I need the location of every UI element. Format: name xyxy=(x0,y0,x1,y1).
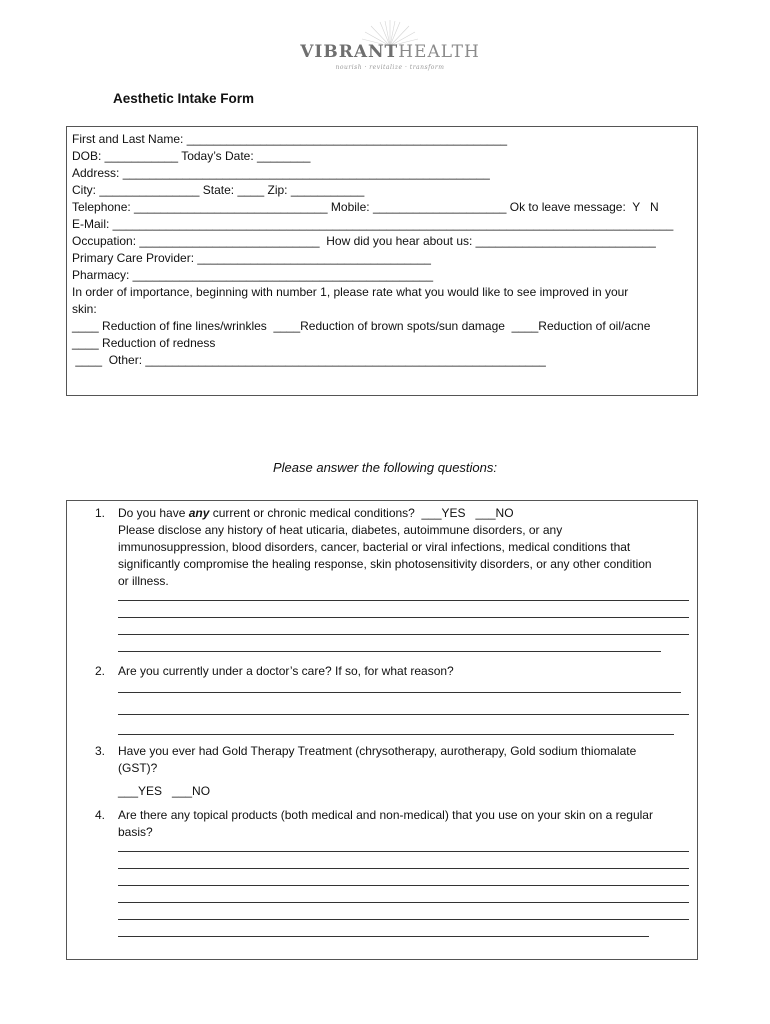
question-number: 2. xyxy=(95,664,106,678)
questions-section xyxy=(66,500,698,960)
rating-instructions-cont: skin: xyxy=(72,302,97,316)
question-number: 3. xyxy=(95,744,106,758)
question-1-detail: significantly compromise the healing response, skin photosensitivity disorders, or any other condition xyxy=(118,557,652,571)
answer-line[interactable] xyxy=(118,600,689,601)
question-2-text: Are you currently under a doctor’s care? If so, for what reason? xyxy=(118,664,454,678)
question-1-detail: or illness. xyxy=(118,574,169,588)
question-1-after[interactable]: current or chronic medical conditions? ___YES ___NO xyxy=(209,506,514,520)
telephone-field[interactable]: Telephone: _____________________________ Mobile: ____________________ Ok to leave message: Y N xyxy=(72,200,659,214)
rating-instructions: In order of importance, beginning with number 1, please rate what you would like to see improved in your xyxy=(72,285,629,299)
answer-line[interactable] xyxy=(118,919,689,920)
question-1-emphasis: any xyxy=(188,506,210,520)
brand-name-part2: HEALTH xyxy=(398,42,480,62)
dob-date-field[interactable]: DOB: ___________ Today’s Date: ________ xyxy=(72,149,311,163)
city-state-zip-field[interactable]: City: _______________ State: ____ Zip: ___________ xyxy=(72,183,365,197)
answer-line[interactable] xyxy=(118,634,689,635)
personal-info-section xyxy=(66,126,698,396)
pharmacy-field[interactable]: Pharmacy: _____________________________________________ xyxy=(72,268,434,282)
question-4-text-cont: basis? xyxy=(118,825,153,839)
answer-line[interactable] xyxy=(118,885,689,886)
brand-logo xyxy=(300,18,480,76)
question-3-text: Have you ever had Gold Therapy Treatment (chrysotherapy, aurotherapy, Gold sodium thiomalate xyxy=(118,744,637,758)
question-3-answer[interactable]: ___YES ___NO xyxy=(118,784,211,798)
question-number: 4. xyxy=(95,808,106,822)
brand-name xyxy=(300,42,480,62)
question-number: 1. xyxy=(95,506,106,520)
answer-line[interactable] xyxy=(118,734,674,735)
answer-line[interactable] xyxy=(118,851,689,852)
brand-tagline: nourish · revitalize · transform xyxy=(335,64,445,71)
question-4-text: Are there any topical products (both medical and non-medical) that you use on your skin on a regular xyxy=(118,808,653,822)
rating-option-redness[interactable]: ____ Reduction of redness xyxy=(72,336,216,350)
rating-options-row[interactable]: ____ Reduction of fine lines/wrinkles ____Reduction of brown spots/sun damage ____Reduction of oil/acne xyxy=(72,319,651,333)
brand-name-part1: VIBRANT xyxy=(300,42,399,62)
email-field[interactable]: E-Mail: ____________________________________________________________________________________ xyxy=(72,217,674,231)
occupation-field[interactable]: Occupation: ___________________________ How did you hear about us: ___________________________ xyxy=(72,234,656,248)
primary-care-field[interactable]: Primary Care Provider: ___________________________________ xyxy=(72,251,431,265)
form-title: Aesthetic Intake Form xyxy=(113,91,255,106)
question-1-text xyxy=(118,505,514,521)
rating-option-other[interactable]: ____ Other: ____________________________________________________________ xyxy=(72,353,546,367)
answer-line[interactable] xyxy=(118,714,689,715)
question-1-before: Do you have xyxy=(118,506,189,520)
answer-line[interactable] xyxy=(118,868,689,869)
answer-line[interactable] xyxy=(118,902,689,903)
question-1-detail: Please disclose any history of heat uticaria, diabetes, autoimmune disorders, or any xyxy=(118,523,563,537)
question-1-detail: immunosuppression, blood disorders, cancer, bacterial or viral infections, medical conditions that xyxy=(118,540,631,554)
answer-line[interactable] xyxy=(118,617,689,618)
answer-line[interactable] xyxy=(118,651,661,652)
address-field[interactable]: Address: _______________________________________________________ xyxy=(72,166,490,180)
questions-prompt: Please answer the following questions: xyxy=(272,460,498,475)
answer-line[interactable] xyxy=(118,936,649,937)
answer-line[interactable] xyxy=(118,692,681,693)
name-field[interactable]: First and Last Name: ________________________________________________ xyxy=(72,132,508,146)
question-3-text-cont: (GST)? xyxy=(118,761,158,775)
